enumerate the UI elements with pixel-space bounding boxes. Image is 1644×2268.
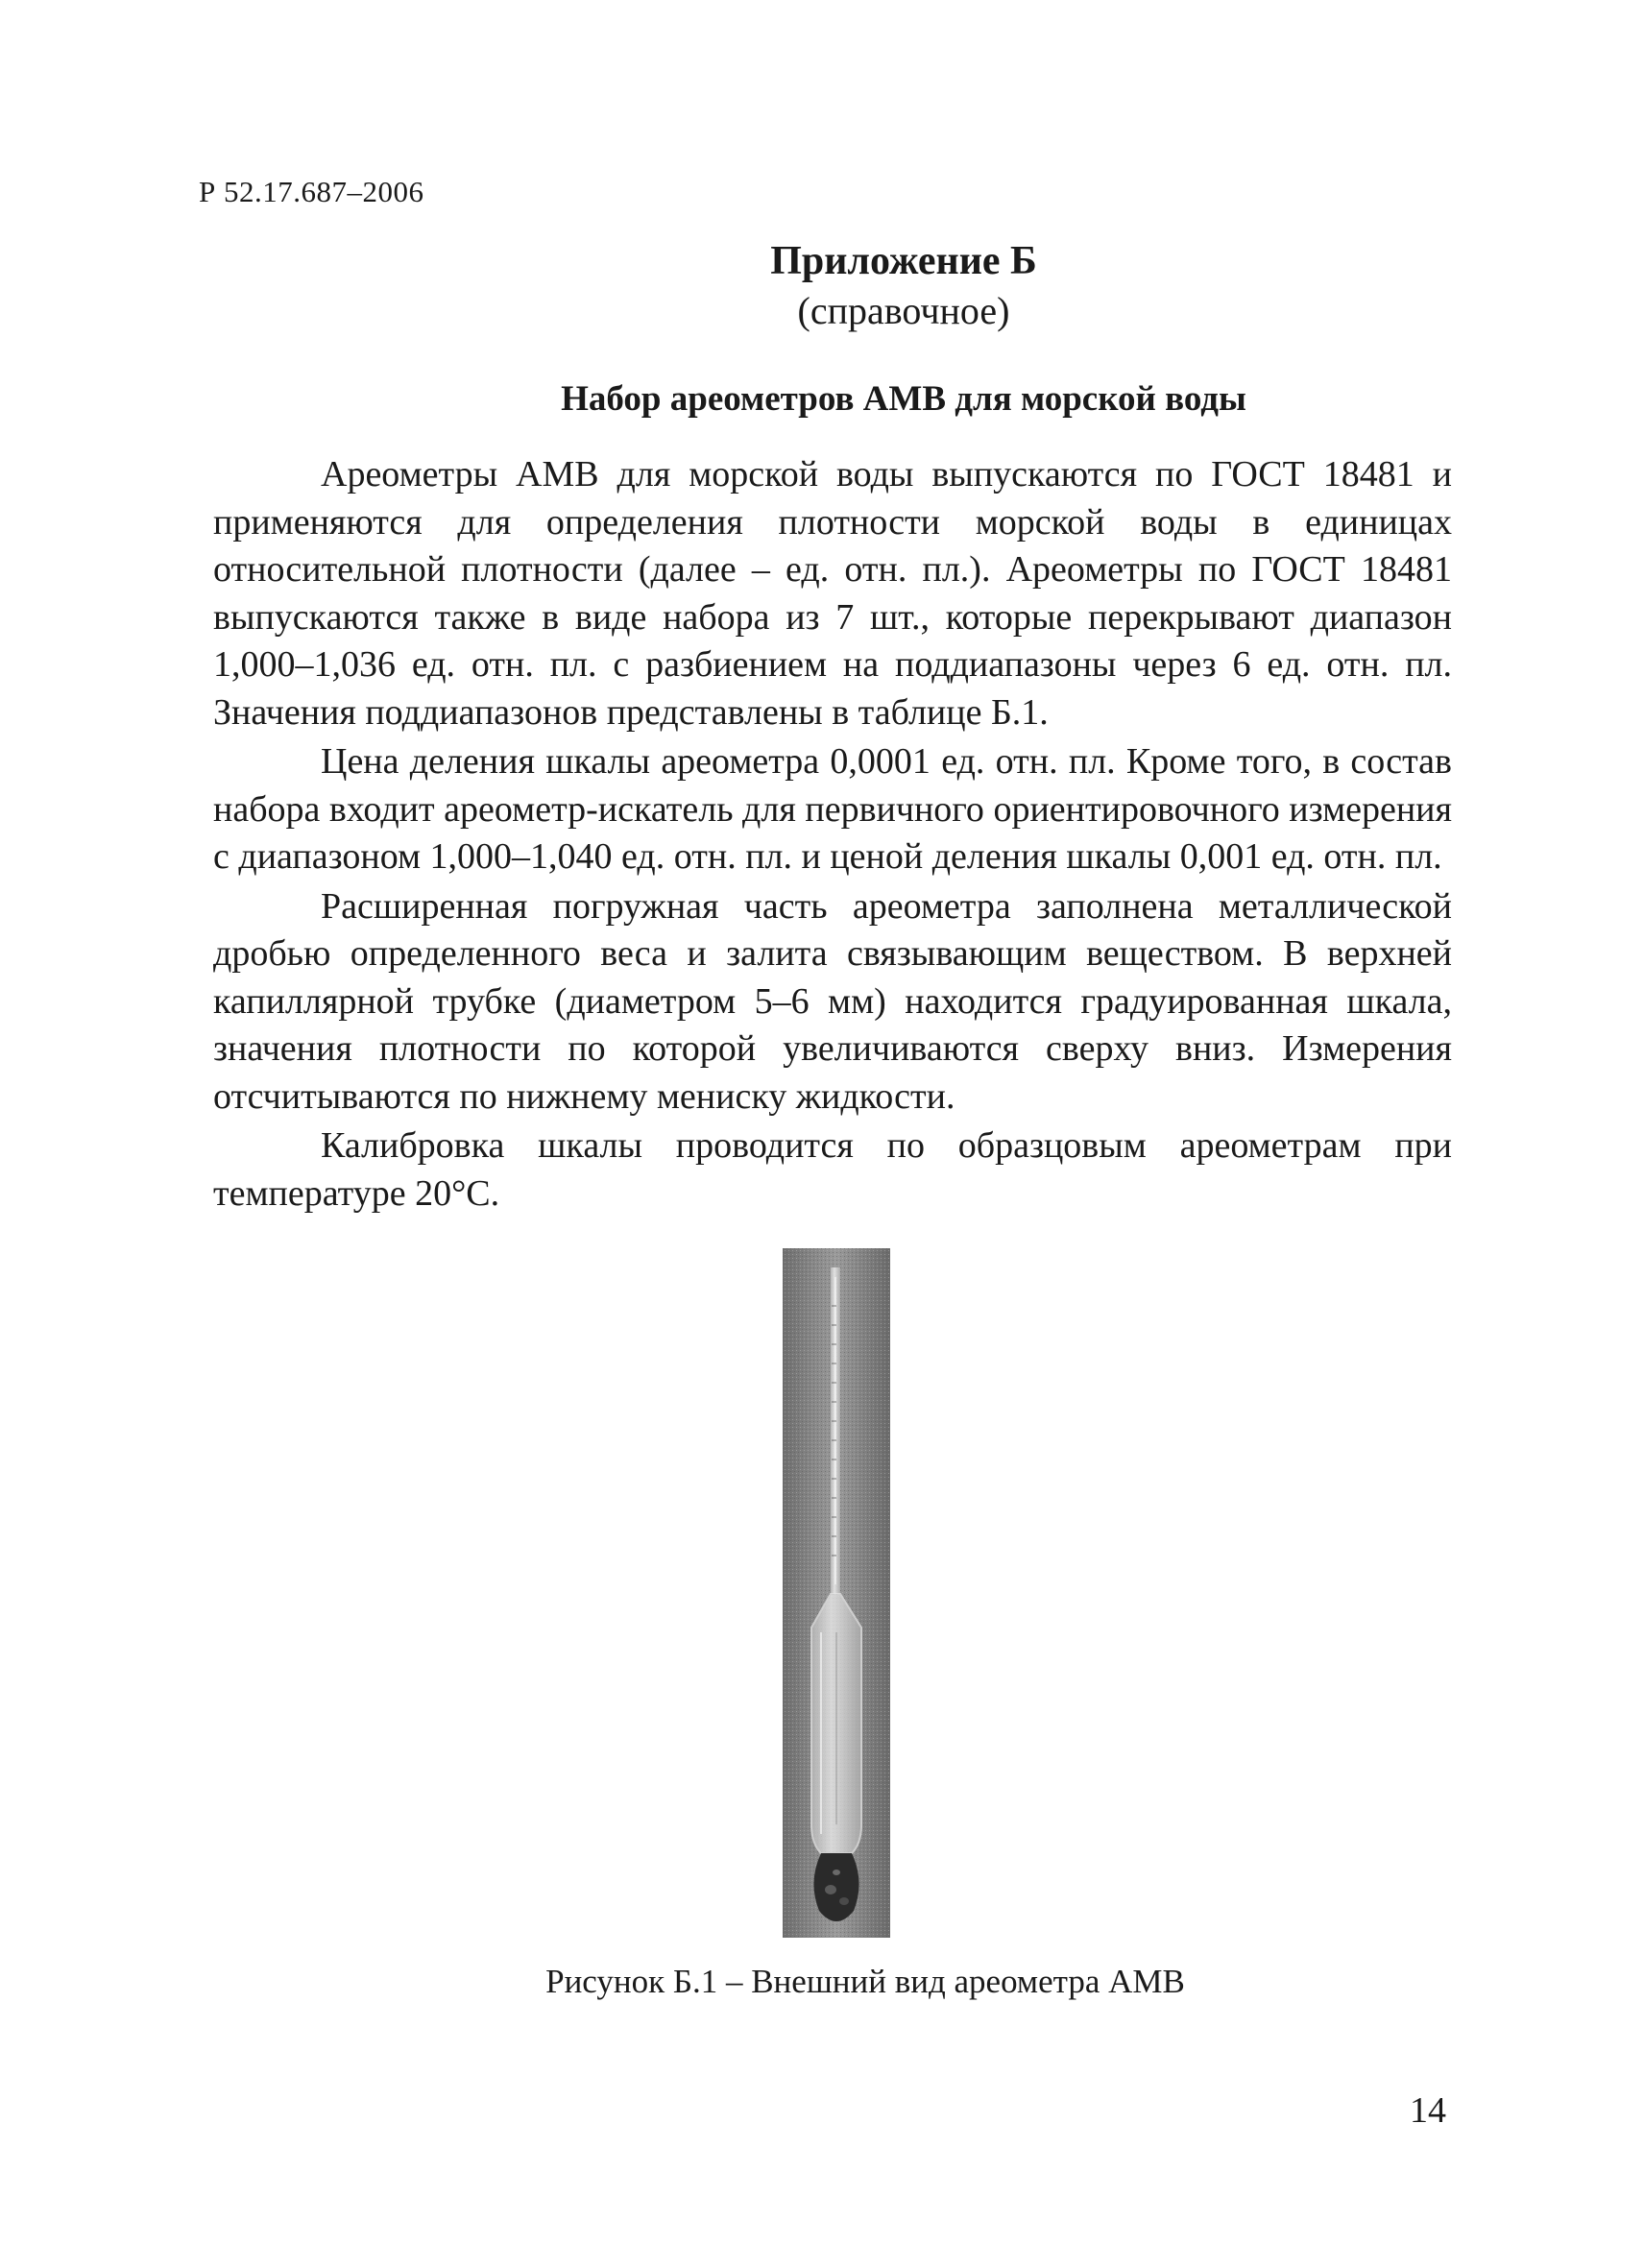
paragraph-1: Ареометры АМВ для морской воды выпускаются по ГОСТ 18481 и применяются для определения плотности морской воды в единицах относительной плотности (далее – ед. отн. пл.). Ареометры по ГОСТ 18481 выпускаются также в виде набора из 7 шт., которые перекрывают диапазон 1,000–1,036 ед. отн. пл. с разбиением на поддиапазоны через 6 ед. отн. пл. Значения поддиапазонов представлены в таблице Б.1. bbox=[213, 454, 1452, 733]
appendix-subtitle: (справочное) bbox=[797, 289, 1010, 332]
figure-caption: Рисунок Б.1 – Внешний вид ареометра АМВ bbox=[545, 1963, 1185, 2000]
page-number: 14 bbox=[1410, 2090, 1446, 2131]
paragraph-2: Цена деления шкалы ареометра 0,0001 ед. отн. пл. Кроме того, в состав набора входит ареометр-искатель для первичного ориентировочного измерения с диапазоном 1,000–1,040 ед. отн. пл. и ценой деления шкалы 0,001 ед. отн. пл. bbox=[213, 741, 1452, 877]
document-code: Р 52.17.687–2006 bbox=[199, 175, 424, 208]
appendix-title: Приложение Б bbox=[770, 239, 1037, 283]
section-title: Набор ареометров АМВ для морской воды bbox=[561, 379, 1246, 419]
paragraph-4: Калибровка шкалы проводится по образцовым ареометрам при температуре 20°С. bbox=[213, 1125, 1452, 1214]
paragraph-3: Расширенная погружная часть ареометра заполнена металлической дробью определенного веса и залита связывающим веществом. В верхней капиллярной трубке (диаметром 5–6 мм) находится градуированная шкала, значения плотности по которой увеличиваются сверху вниз. Измерения отсчитываются по нижнему мениску жидкости. bbox=[213, 885, 1452, 1117]
hydrometer-photo bbox=[783, 1248, 890, 1938]
body-text bbox=[213, 451, 1452, 1219]
